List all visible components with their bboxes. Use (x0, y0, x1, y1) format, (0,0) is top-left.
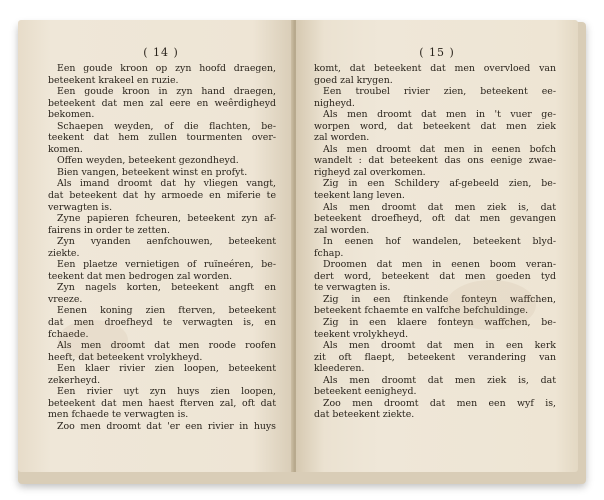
text-line: Schaepen weyden, of die flachten, be- (57, 120, 276, 132)
text-line: teekent dat hem zullen tourmenten over- (48, 132, 276, 144)
text-line: Als men droomt dat men ziek is, dat (323, 374, 556, 386)
text-line: dat beteekent dat hy armoede en miferie te (48, 190, 276, 202)
text-line: In eenen hof wandelen, beteekent blyd- (323, 236, 556, 248)
text-line: beteekent eenigheyd. (314, 386, 417, 398)
text-line: heeft, dat beteekent vrolykheyd. (48, 351, 203, 363)
text-line: Zyn vyanden aenfchouwen, beteekent (57, 236, 276, 248)
text-line: Een goude kroon op zyn hoofd draegen, (57, 63, 276, 74)
paper-stain (58, 320, 128, 360)
text-line: Zig in een Schildery af-gebeeld zien, be- (323, 178, 556, 190)
text-line: Als imand droomt dat hy vliegen vangt, (57, 178, 276, 190)
text-line: fchaede. (48, 328, 89, 340)
text-line: beteekent dat men zal eere en weêrdigheyd (48, 97, 276, 109)
left-page-text (18, 63, 294, 433)
text-line: Zyn nagels korten, beteekent angft en (57, 282, 276, 294)
text-line: Als men droomt dat men in eenen bofch (323, 143, 556, 155)
text-line: beteekent krakeel en ruzie. (48, 74, 179, 86)
text-line: teekent lang leven. (314, 190, 405, 202)
text-line: vreeze. (48, 293, 83, 305)
text-line: Als men droomt dat men ziek is, dat (323, 201, 556, 213)
text-line: Zoo men droomt dat 'er een rivier in huys (57, 420, 276, 432)
page-number-right: ( 15 ) (419, 46, 455, 59)
text-line: zal worden. (314, 224, 370, 236)
text-line: Zig in een ftinkende fonteyn waffchen, (323, 293, 556, 305)
left-page (18, 20, 294, 472)
text-line: fchap. (314, 247, 344, 259)
text-line: Zoo men droomt dat men een wyf is, (323, 397, 556, 409)
text-line: beteekent fchaemte en valfche befchuldinge. (314, 305, 529, 317)
text-line: Eenen koning zien fterven, beteekent (57, 305, 276, 317)
text-line: Als men droomt dat men in 't vuer ge- (323, 109, 556, 121)
text-line: komt, dat beteekent dat men overvloed van (314, 63, 556, 74)
text-line: Bien vangen, beteekent winst en profyt. (57, 166, 248, 178)
text-line: dert word, beteekent dat men goeden tyd (314, 270, 556, 282)
text-line: kleederen. (314, 363, 365, 375)
text-line: Offen weyden, beteekent gezondheyd. (57, 155, 239, 167)
text-line: teekent dat men bedrogen zal worden. (48, 270, 233, 282)
page-number-left: ( 14 ) (143, 46, 179, 59)
paper-stain (446, 280, 536, 330)
text-line: nigheyd. (314, 97, 355, 109)
text-line: Zyne papieren fcheuren, beteekent zyn af- (57, 213, 276, 225)
text-line: worpen word, dat beteekent dat men ziek (314, 120, 556, 132)
text-line: Een rivier uyt zyn huys zien loopen, (57, 386, 276, 398)
text-line: beteekent droefheyd, oft dat men gevangen (314, 213, 556, 225)
text-line: beteekent dat men haest fterven zal, oft dat (48, 397, 276, 409)
text-line: Een troubel rivier zien, beteekent ee- (323, 86, 556, 98)
text-line: verwagten is. (48, 201, 113, 213)
text-line: Zig in een klaere fonteyn waffchen, be- (323, 317, 556, 329)
text-line: teekent vrolykheyd. (314, 328, 409, 340)
text-line: zal worden. (314, 132, 370, 144)
text-line: te verwagten is. (314, 282, 391, 294)
text-line: Een plaetze vernietigen of ruïneéren, be- (57, 259, 276, 271)
open-book (12, 12, 590, 482)
text-line: zekerheyd. (48, 374, 101, 386)
text-line: komen. (48, 143, 83, 155)
text-line: zit oft flaept, beteekent verandering van (314, 351, 556, 363)
text-line: ziekte. (48, 247, 80, 259)
text-line: righeyd zal overkomen. (314, 166, 426, 178)
text-line: Een goude kroon in zyn hand draegen, (57, 86, 276, 98)
text-line: dat beteekent ziekte. (314, 409, 415, 421)
text-line: Als men droomt dat men roode roofen (57, 340, 276, 352)
right-page (296, 20, 578, 472)
text-line: men fchaede te verwagten is. (48, 409, 189, 421)
text-line: Een klaer rivier zien loopen, beteekent (57, 363, 276, 375)
text-line: bekomen. (48, 109, 95, 121)
text-line: wandelt : dat beteekent das ons eenige zwae- (314, 155, 556, 167)
text-line: fairens in order te zetten. (48, 224, 170, 236)
text-line: dat men droefheyd te verwagten is, en (48, 317, 276, 329)
right-page-text (296, 63, 578, 421)
text-line: Droomen dat men in eenen boom veran- (323, 259, 556, 271)
text-line: Als men droomt dat men in een kerk (323, 340, 556, 352)
text-line: goed zal krygen. (314, 74, 393, 86)
